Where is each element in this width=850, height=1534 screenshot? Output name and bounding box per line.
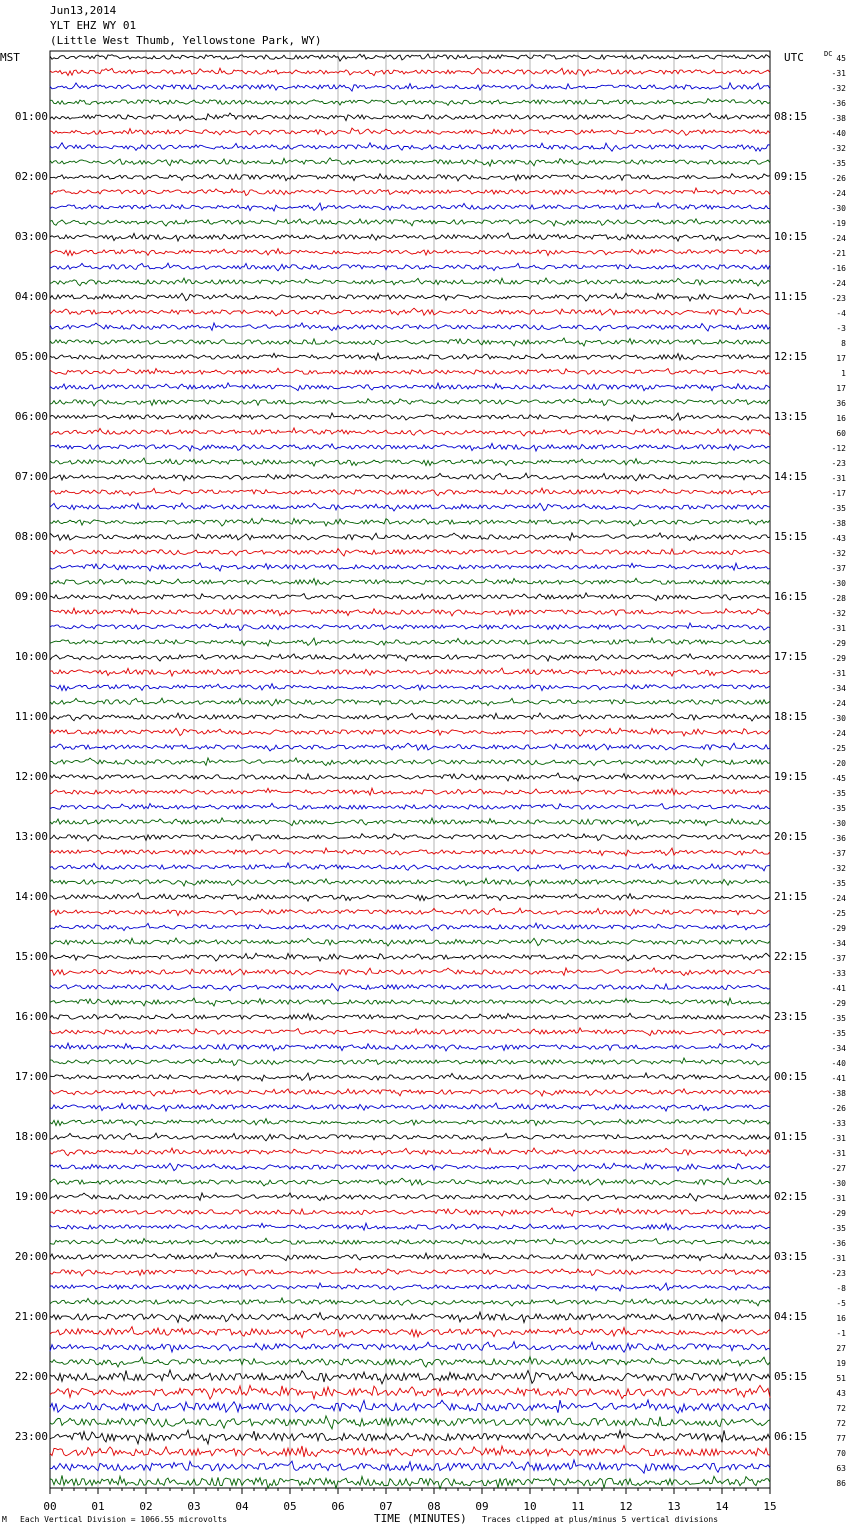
trace-line (50, 623, 770, 631)
location-label: (Little West Thumb, Yellowstone Park, WY) (50, 34, 322, 47)
dc-offset-label: -36 (831, 99, 846, 108)
dc-offset-label: -28 (831, 594, 846, 603)
x-tick-label: 06 (331, 1500, 345, 1513)
trace-line (50, 654, 770, 661)
left-hour-label: 23:00 (14, 1430, 48, 1443)
dc-offset-label: -24 (831, 894, 846, 903)
right-hour-label: 15:15 (774, 530, 808, 543)
trace-line (50, 834, 770, 841)
dc-offset-label: -38 (831, 1089, 846, 1098)
trace-line (50, 188, 770, 196)
dc-offset-label: -31 (831, 474, 846, 483)
x-tick-label: 10 (523, 1500, 537, 1513)
trace-line (50, 878, 770, 886)
trace-line (50, 549, 770, 557)
trace-line (50, 578, 770, 585)
left-hour-label: 14:00 (14, 890, 48, 903)
station-label: YLT EHZ WY 01 (50, 19, 137, 32)
right-hour-label: 01:15 (774, 1130, 808, 1143)
trace-line (50, 1460, 770, 1473)
trace-line (50, 893, 770, 901)
trace-line (50, 1327, 770, 1338)
trace-line (50, 353, 770, 360)
right-hour-label: 22:15 (774, 950, 808, 963)
trace-line (50, 458, 770, 466)
x-tick-label: 11 (571, 1500, 585, 1513)
dc-offset-label: 70 (836, 1449, 846, 1458)
dc-offset-label: -24 (831, 234, 846, 243)
trace-line (50, 1298, 770, 1306)
right-hour-label: 20:15 (774, 830, 808, 843)
trace-line (50, 203, 770, 211)
left-hour-label: 17:00 (14, 1070, 48, 1083)
trace-line (50, 1119, 770, 1126)
dc-offset-label: 72 (836, 1404, 846, 1413)
right-hour-label: 18:15 (774, 710, 808, 723)
trace-line (50, 1400, 770, 1413)
right-hour-label: 09:15 (774, 170, 808, 183)
trace-line (50, 83, 770, 91)
left-hour-label: 20:00 (14, 1250, 48, 1263)
x-tick-label: 04 (235, 1500, 249, 1513)
dc-offset-label: -37 (831, 849, 846, 858)
trace-line (50, 473, 770, 481)
dc-offset-label: -19 (831, 219, 846, 228)
right-hour-label: 23:15 (774, 1010, 808, 1023)
trace-line (50, 128, 770, 135)
left-hour-label: 03:00 (14, 230, 48, 243)
left-timezone-label: MST (0, 51, 20, 64)
trace-line (50, 1163, 770, 1171)
dc-offset-label: -32 (831, 84, 846, 93)
dc-offset-label: -31 (831, 669, 846, 678)
trace-line (50, 608, 770, 616)
x-tick-label: 09 (475, 1500, 489, 1513)
trace-line (50, 728, 770, 736)
trace-line (50, 1475, 770, 1489)
dc-offset-label: -24 (831, 279, 846, 288)
left-hour-label: 10:00 (14, 650, 48, 663)
x-tick-label: 02 (139, 1500, 153, 1513)
trace-line (50, 488, 770, 496)
dc-offset-label: -41 (831, 984, 846, 993)
dc-offset-label: -3 (836, 324, 846, 333)
left-hour-label: 01:00 (14, 110, 48, 123)
trace-line (50, 968, 770, 976)
dc-offset-label: -29 (831, 1209, 846, 1218)
trace-line (50, 68, 770, 76)
trace-line (50, 428, 770, 436)
dc-offset-label: 86 (836, 1479, 846, 1488)
right-hour-label: 21:15 (774, 890, 808, 903)
right-hour-label: 05:15 (774, 1370, 808, 1383)
dc-offset-label: -35 (831, 1224, 846, 1233)
dc-offset-label: -30 (831, 1179, 846, 1188)
dc-offset-label: 43 (836, 1389, 846, 1398)
trace-line (50, 143, 770, 151)
trace-line (50, 158, 770, 166)
dc-offset-label: -23 (831, 1269, 846, 1278)
dc-offset-label: -24 (831, 699, 846, 708)
dc-offset-label: -36 (831, 834, 846, 843)
trace-line (50, 1312, 770, 1322)
trace-line (50, 1416, 770, 1429)
trace-line (50, 1253, 770, 1261)
dc-offset-label: -30 (831, 579, 846, 588)
trace-line (50, 1223, 770, 1230)
dc-offset-label: -23 (831, 459, 846, 468)
dc-offset-label: -35 (831, 159, 846, 168)
corner-mark: M (2, 1515, 7, 1524)
dc-offset-label: -33 (831, 1119, 846, 1128)
dc-offset-label: -38 (831, 519, 846, 528)
trace-line (50, 1103, 770, 1111)
right-hour-label: 04:15 (774, 1310, 808, 1323)
left-hour-label: 11:00 (14, 710, 48, 723)
dc-offset-label: -31 (831, 69, 846, 78)
dc-offset-label: -5 (836, 1299, 846, 1308)
trace-line (50, 1269, 770, 1276)
trace-line (50, 323, 770, 331)
dc-offset-label: -40 (831, 1059, 846, 1068)
left-hour-label: 04:00 (14, 290, 48, 303)
dc-offset-label: 19 (836, 1359, 846, 1368)
dc-offset-label: 16 (836, 1314, 846, 1323)
right-hour-label: 14:15 (774, 470, 808, 483)
trace-line (50, 563, 770, 571)
trace-line (50, 113, 770, 121)
right-hour-label: 19:15 (774, 770, 808, 783)
right-hour-label: 11:15 (774, 290, 808, 303)
dc-offset-label: -29 (831, 654, 846, 663)
dc-offset-label: -36 (831, 1239, 846, 1248)
right-hour-label: 02:15 (774, 1190, 808, 1203)
dc-offset-label: -20 (831, 759, 846, 768)
trace-line (50, 758, 770, 766)
left-hour-label: 13:00 (14, 830, 48, 843)
trace-line (50, 684, 770, 691)
trace-line (50, 803, 770, 809)
trace-line (50, 923, 770, 931)
right-hour-label: 06:15 (774, 1430, 808, 1443)
trace-line (50, 984, 770, 992)
dc-offset-label: -45 (831, 774, 846, 783)
trace-line (50, 818, 770, 826)
dc-offset-label: 72 (836, 1419, 846, 1428)
dc-offset-label: -35 (831, 879, 846, 888)
trace-line (50, 1208, 770, 1216)
dc-offset-label: -35 (831, 789, 846, 798)
trace-line (50, 1193, 770, 1201)
trace-line (50, 788, 770, 795)
dc-offset-label: -30 (831, 819, 846, 828)
dc-offset-label: -1 (836, 1329, 846, 1338)
left-hour-label: 18:00 (14, 1130, 48, 1143)
dc-offset-label: 51 (836, 1374, 846, 1383)
right-hour-label: 00:15 (774, 1070, 808, 1083)
dc-offset-label: -23 (831, 294, 846, 303)
trace-line (50, 399, 770, 406)
dc-offset-label: -29 (831, 924, 846, 933)
dc-offset-label: -29 (831, 639, 846, 648)
x-tick-label: 03 (187, 1500, 201, 1513)
x-tick-label: 13 (667, 1500, 681, 1513)
dc-offset-label: -29 (831, 999, 846, 1008)
dc-offset-label: -8 (836, 1284, 846, 1293)
left-hour-label: 16:00 (14, 1010, 48, 1023)
trace-line (50, 383, 770, 391)
dc-header-label: DC (824, 50, 833, 58)
dc-offset-label: -32 (831, 144, 846, 153)
trace-line (50, 1178, 770, 1186)
trace-line (50, 698, 770, 706)
left-hour-label: 07:00 (14, 470, 48, 483)
dc-offset-label: -30 (831, 714, 846, 723)
dc-offset-label: 60 (836, 429, 846, 438)
dc-offset-label: -21 (831, 249, 846, 258)
dc-offset-label: -25 (831, 909, 846, 918)
trace-line (50, 503, 770, 511)
right-hour-label: 03:15 (774, 1250, 808, 1263)
trace-line (50, 1446, 770, 1457)
x-tick-label: 08 (427, 1500, 441, 1513)
dc-offset-label: 36 (836, 399, 846, 408)
trace-line (50, 1385, 770, 1399)
dc-offset-label: -35 (831, 804, 846, 813)
trace-line (50, 1058, 770, 1066)
trace-line (50, 413, 770, 421)
left-hour-label: 22:00 (14, 1370, 48, 1383)
x-axis-label: TIME (MINUTES) (374, 1512, 467, 1525)
right-hour-label: 17:15 (774, 650, 808, 663)
trace-line (50, 938, 770, 946)
dc-offset-label: -37 (831, 954, 846, 963)
dc-offset-label: -31 (831, 1149, 846, 1158)
trace-line (50, 174, 770, 181)
left-hour-label: 15:00 (14, 950, 48, 963)
dc-offset-label: 1 (841, 369, 846, 378)
dc-offset-label: 27 (836, 1344, 846, 1353)
dc-offset-label: -26 (831, 174, 846, 183)
dc-offset-label: -32 (831, 609, 846, 618)
right-timezone-label: UTC (784, 51, 804, 64)
left-hour-label: 21:00 (14, 1310, 48, 1323)
dc-offset-label: -34 (831, 939, 846, 948)
trace-line (50, 1133, 770, 1141)
left-hour-label: 08:00 (14, 530, 48, 543)
trace-line (50, 713, 770, 721)
clip-note: Traces clipped at plus/minus 5 vertical divisions (482, 1515, 719, 1524)
x-tick-label: 14 (715, 1500, 729, 1513)
dc-offset-label: -34 (831, 1044, 846, 1053)
trace-line (50, 863, 770, 871)
trace-line (50, 953, 770, 961)
dc-offset-label: 77 (836, 1434, 846, 1443)
dc-offset-label: -30 (831, 204, 846, 213)
left-hour-label: 09:00 (14, 590, 48, 603)
trace-line (50, 998, 770, 1006)
trace-line (50, 1073, 770, 1081)
trace-line (50, 518, 770, 526)
x-tick-label: 07 (379, 1500, 393, 1513)
x-tick-label: 01 (91, 1500, 105, 1513)
right-hour-label: 08:15 (774, 110, 808, 123)
dc-offset-label: -16 (831, 264, 846, 273)
dc-offset-label: -34 (831, 684, 846, 693)
trace-line (50, 443, 770, 451)
trace-line (50, 638, 770, 646)
trace-line (50, 1043, 770, 1051)
dc-offset-label: -31 (831, 1134, 846, 1143)
date-label: Jun13,2014 (50, 4, 117, 17)
dc-offset-label: -17 (831, 489, 846, 498)
trace-line (50, 249, 770, 256)
dc-offset-label: -31 (831, 1254, 846, 1263)
x-tick-label: 15 (763, 1500, 777, 1513)
dc-offset-label: -41 (831, 1074, 846, 1083)
trace-line (50, 773, 770, 781)
dc-offset-label: -43 (831, 534, 846, 543)
trace-line (50, 1283, 770, 1291)
dc-offset-label: -40 (831, 129, 846, 138)
trace-line (50, 593, 770, 601)
left-hour-label: 19:00 (14, 1190, 48, 1203)
dc-offset-label: -31 (831, 624, 846, 633)
x-tick-label: 00 (43, 1500, 57, 1513)
trace-line (50, 848, 770, 856)
trace-line (50, 54, 770, 61)
scale-note: Each Vertical Division = 1066.55 microvolts (20, 1515, 228, 1524)
trace-line (50, 668, 770, 676)
trace-line (50, 1430, 770, 1444)
trace-line (50, 1370, 770, 1384)
x-tick-label: 05 (283, 1500, 297, 1513)
left-hour-label: 05:00 (14, 350, 48, 363)
dc-offset-label: -12 (831, 444, 846, 453)
dc-offset-label: 45 (836, 54, 846, 63)
dc-offset-label: -24 (831, 189, 846, 198)
trace-line (50, 1089, 770, 1096)
trace-line (50, 533, 770, 541)
dc-offset-label: -4 (836, 309, 846, 318)
trace-line (50, 233, 770, 241)
trace-line (50, 368, 770, 374)
trace-line (50, 219, 770, 226)
dc-offset-label: -38 (831, 114, 846, 123)
dc-offset-label: -26 (831, 1104, 846, 1113)
dc-offset-label: -35 (831, 504, 846, 513)
dc-offset-label: -25 (831, 744, 846, 753)
dc-offset-label: -32 (831, 549, 846, 558)
trace-line (50, 1357, 770, 1367)
right-hour-label: 12:15 (774, 350, 808, 363)
x-tick-label: 12 (619, 1500, 633, 1513)
trace-line (50, 1342, 770, 1353)
dc-offset-label: -32 (831, 864, 846, 873)
trace-line (50, 1238, 770, 1244)
trace-line (50, 338, 770, 346)
dc-offset-label: -24 (831, 729, 846, 738)
trace-line (50, 293, 770, 301)
trace-line (50, 908, 770, 916)
left-hour-label: 06:00 (14, 410, 48, 423)
dc-offset-label: 17 (836, 384, 846, 393)
dc-offset-label: -35 (831, 1029, 846, 1038)
trace-line (50, 308, 770, 316)
left-hour-label: 02:00 (14, 170, 48, 183)
left-hour-label: 12:00 (14, 770, 48, 783)
dc-offset-label: 17 (836, 354, 846, 363)
dc-offset-label: 8 (841, 339, 846, 348)
trace-line (50, 1028, 770, 1036)
dc-offset-label: -35 (831, 1014, 846, 1023)
dc-offset-label: -27 (831, 1164, 846, 1173)
dc-offset-label: -31 (831, 1194, 846, 1203)
right-hour-label: 13:15 (774, 410, 808, 423)
dc-offset-label: 16 (836, 414, 846, 423)
trace-line (50, 1013, 770, 1020)
dc-offset-label: -37 (831, 564, 846, 573)
trace-line (50, 99, 770, 106)
trace-line (50, 1148, 770, 1156)
trace-line (50, 743, 770, 751)
trace-line (50, 278, 770, 286)
trace-line (50, 263, 770, 271)
right-hour-label: 10:15 (774, 230, 808, 243)
dc-offset-label: 63 (836, 1464, 846, 1473)
right-hour-label: 16:15 (774, 590, 808, 603)
dc-offset-label: -33 (831, 969, 846, 978)
